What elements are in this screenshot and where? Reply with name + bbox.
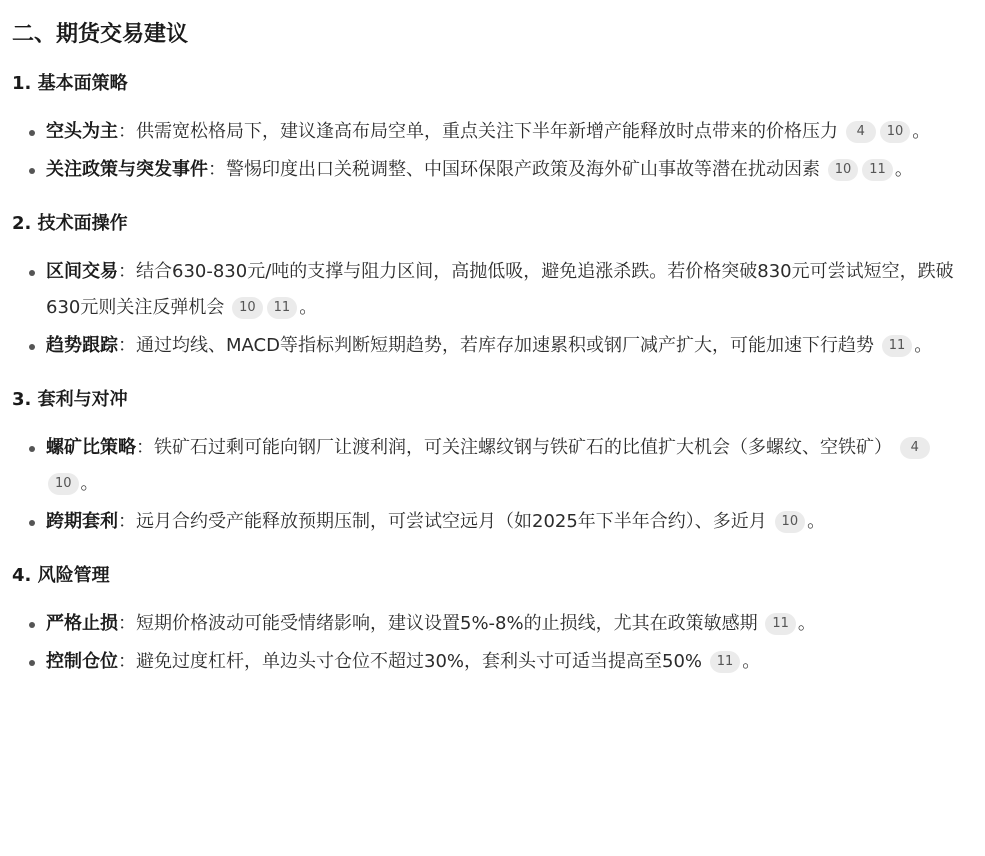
list-item [12, 504, 985, 540]
item-end-punct: 。 [912, 121, 931, 142]
bullet-dot [29, 622, 35, 628]
item-separator: ： [118, 335, 136, 356]
item-separator: ： [118, 651, 136, 672]
bullet-dot [29, 446, 35, 452]
bullet-list [12, 114, 985, 188]
item-term: 螺矿比策略 [46, 437, 136, 458]
item-text: 远月合约受产能释放预期压制，可尝试空远月（如2025年下半年合约）、多近月 [136, 511, 767, 532]
item-term: 区间交易 [46, 261, 118, 282]
bullet-dot [29, 168, 35, 174]
subsection-heading: 4. 风险管理 [12, 565, 110, 586]
citation-badge[interactable]: 11 [710, 651, 741, 673]
item-term: 关注政策与突发事件 [46, 159, 208, 180]
item-term: 趋势跟踪 [46, 335, 118, 356]
citation-badge[interactable]: 10 [828, 159, 859, 181]
item-text: 结合630-830元/吨的支撑与阻力区间，高抛低吸，避免追涨杀跌。若价格突破830元可尝试短空，跌破630元则关注反弹机会 [46, 261, 954, 318]
list-item [12, 606, 985, 642]
citation-badge[interactable]: 4 [900, 437, 930, 459]
subsection-heading: 2. 技术面操作 [12, 213, 128, 234]
bullet-list [12, 430, 985, 540]
item-text: 通过均线、MACD等指标判断短期趋势，若库存加速累积或钢厂减产扩大，可能加速下行趋势 [136, 335, 874, 356]
bullet-list [12, 606, 985, 680]
citation-badge[interactable]: 4 [846, 121, 876, 143]
item-end-punct: 。 [807, 511, 826, 532]
item-end-punct: 。 [894, 159, 913, 180]
item-text: 铁矿石过剩可能向钢厂让渡利润，可关注螺纹钢与铁矿石的比值扩大机会（多螺纹、空铁矿） [154, 437, 892, 458]
item-text: 警惕印度出口关税调整、中国环保限产政策及海外矿山事故等潜在扰动因素 [226, 159, 820, 180]
item-term: 严格止损 [46, 613, 118, 634]
item-end-punct: 。 [80, 473, 99, 494]
list-item [12, 430, 985, 502]
citation-badge[interactable]: 11 [765, 613, 796, 635]
item-separator: ： [208, 159, 226, 180]
citation-badge[interactable]: 10 [775, 511, 806, 533]
subsection-heading: 3. 套利与对冲 [12, 389, 128, 410]
list-item [12, 152, 985, 188]
citation-badge[interactable]: 10 [880, 121, 911, 143]
list-item [12, 254, 985, 326]
item-separator: ： [118, 261, 136, 282]
bullet-dot [29, 344, 35, 350]
item-text: 供需宽松格局下，建议逢高布局空单，重点关注下半年新增产能释放时点带来的价格压力 [136, 121, 838, 142]
bullet-dot [29, 660, 35, 666]
item-term: 跨期套利 [46, 511, 118, 532]
citation-badge[interactable]: 10 [232, 297, 263, 319]
sections-container [12, 70, 985, 680]
list-item [12, 644, 985, 680]
item-separator: ： [118, 121, 136, 142]
citation-badge[interactable]: 10 [48, 473, 79, 495]
bullet-dot [29, 270, 35, 276]
bullet-dot [29, 520, 35, 526]
item-separator: ： [118, 511, 136, 532]
list-item [12, 328, 985, 364]
citation-badge[interactable]: 11 [882, 335, 913, 357]
item-term: 控制仓位 [46, 651, 118, 672]
citation-badge[interactable]: 11 [862, 159, 893, 181]
item-term: 空头为主 [46, 121, 118, 142]
subsection-heading: 1. 基本面策略 [12, 73, 128, 94]
item-end-punct: 。 [797, 613, 816, 634]
item-end-punct: 。 [742, 651, 761, 672]
item-end-punct: 。 [914, 335, 933, 356]
item-end-punct: 。 [299, 297, 318, 318]
list-item [12, 114, 985, 150]
item-separator: ： [118, 613, 136, 634]
bullet-list [12, 254, 985, 364]
item-separator: ： [136, 437, 154, 458]
bullet-dot [29, 130, 35, 136]
item-text: 避免过度杠杆，单边头寸仓位不超过30%，套利头寸可适当提高至50% [136, 651, 703, 672]
item-text: 短期价格波动可能受情绪影响，建议设置5%-8%的止损线，尤其在政策敏感期 [136, 613, 758, 634]
citation-badge[interactable]: 11 [267, 297, 298, 319]
section-title: 二、期货交易建议 [12, 22, 189, 47]
